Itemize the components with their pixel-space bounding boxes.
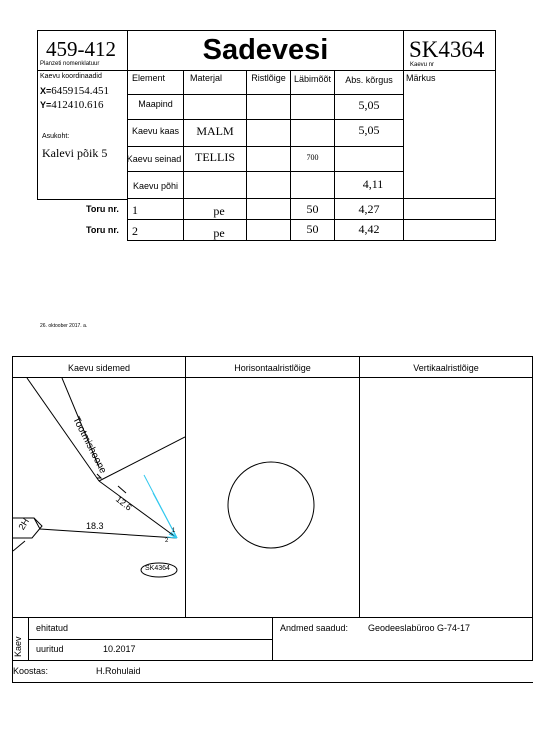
measure-line xyxy=(99,481,177,538)
pipe-label: Toru nr. xyxy=(86,225,119,235)
y-coordinate xyxy=(40,99,104,111)
row-diameter: 700 xyxy=(306,152,319,162)
author-label: Koostas: xyxy=(13,666,49,676)
pipe-label: Toru nr. xyxy=(86,204,119,214)
pipe-1-mark: 1 xyxy=(172,528,176,534)
pipe-material: pe xyxy=(213,203,225,218)
row-element: Kaevu põhi xyxy=(132,181,179,191)
distance-label: 18.3 xyxy=(86,521,104,531)
well-tag: SK4364 xyxy=(145,565,170,572)
location-value: Kalevi põik 5 xyxy=(42,146,108,160)
well-caption: Kaevu nr xyxy=(410,62,435,68)
connections-sketch xyxy=(13,378,185,616)
surveyed-label: uuritud xyxy=(36,644,64,654)
row-abs-height: 5,05 xyxy=(358,97,380,112)
neighbour-label: 2H xyxy=(16,516,32,532)
coords-label: Kaevu koordinaadid xyxy=(40,73,102,80)
header-element: Element xyxy=(131,73,166,83)
panel-title-connections: Kaevu sidemed xyxy=(67,362,131,373)
pipe-abs-height: 4,42 xyxy=(358,221,380,236)
horizontal-section-circle xyxy=(186,378,359,616)
row-element: Kaevu kaas xyxy=(131,126,180,136)
pipe-number: 2 xyxy=(132,224,138,238)
location-label: Asukoht: xyxy=(42,133,70,140)
row-material: TELLIS xyxy=(195,149,235,164)
row-material: MALM xyxy=(196,123,234,138)
panel-title-vertical-section: Vertikaalristlõige xyxy=(413,362,479,373)
data-source-value: Geodeeslabüroo G-74-17 xyxy=(368,623,471,633)
building-wall-line xyxy=(99,437,185,481)
x-label: X= xyxy=(40,86,52,96)
data-source-label: Andmed saadud: xyxy=(280,623,349,633)
header-cross-section: Ristlõige xyxy=(251,73,286,83)
building-label: Tootmishoone xyxy=(70,415,109,476)
y-value: 412410.616 xyxy=(51,99,104,111)
x-value: 6459154.451 xyxy=(51,85,110,97)
header-notes: Märkus xyxy=(406,73,436,83)
author-value: H.Rohulaid xyxy=(96,666,141,676)
pipe-diameter: 50 xyxy=(306,201,319,216)
y-label: Y= xyxy=(40,100,52,110)
header-material: Materjal xyxy=(189,73,222,83)
well-id: SK4364 xyxy=(409,37,485,62)
pipe-number: 1 xyxy=(132,203,138,217)
row-abs-height: 4,11 xyxy=(362,176,384,191)
footer-side-label: Kaev xyxy=(13,636,23,657)
sheet-caption: Planzeti nomenklatuur xyxy=(40,61,100,67)
row-element: Kaevu seinad xyxy=(126,154,182,164)
panel-title-horizontal-section: Horisontaalristlõige xyxy=(234,362,311,373)
building-wall-line xyxy=(27,378,99,481)
distance-label: 12.6 xyxy=(113,494,134,513)
built-label: ehitatud xyxy=(36,623,69,633)
card-title: Sadevesi xyxy=(202,34,329,66)
row-abs-height: 5,05 xyxy=(358,122,380,137)
header-diameter: Läbimõõt xyxy=(293,74,332,84)
surveyed-date: 10.2017 xyxy=(103,644,136,654)
date-note: 26. oktoober 2017. a. xyxy=(40,323,88,329)
header-abs-height: Abs. kõrgus xyxy=(345,74,393,85)
row-element: Maapind xyxy=(138,99,173,109)
sheet-number: 459-412 xyxy=(46,37,116,61)
x-coordinate xyxy=(40,85,109,97)
pipe-2-mark: 2 xyxy=(165,538,169,544)
pipe-abs-height: 4,27 xyxy=(358,201,380,216)
pipe-material: pe xyxy=(213,225,225,240)
pipe-diameter: 50 xyxy=(306,221,319,236)
